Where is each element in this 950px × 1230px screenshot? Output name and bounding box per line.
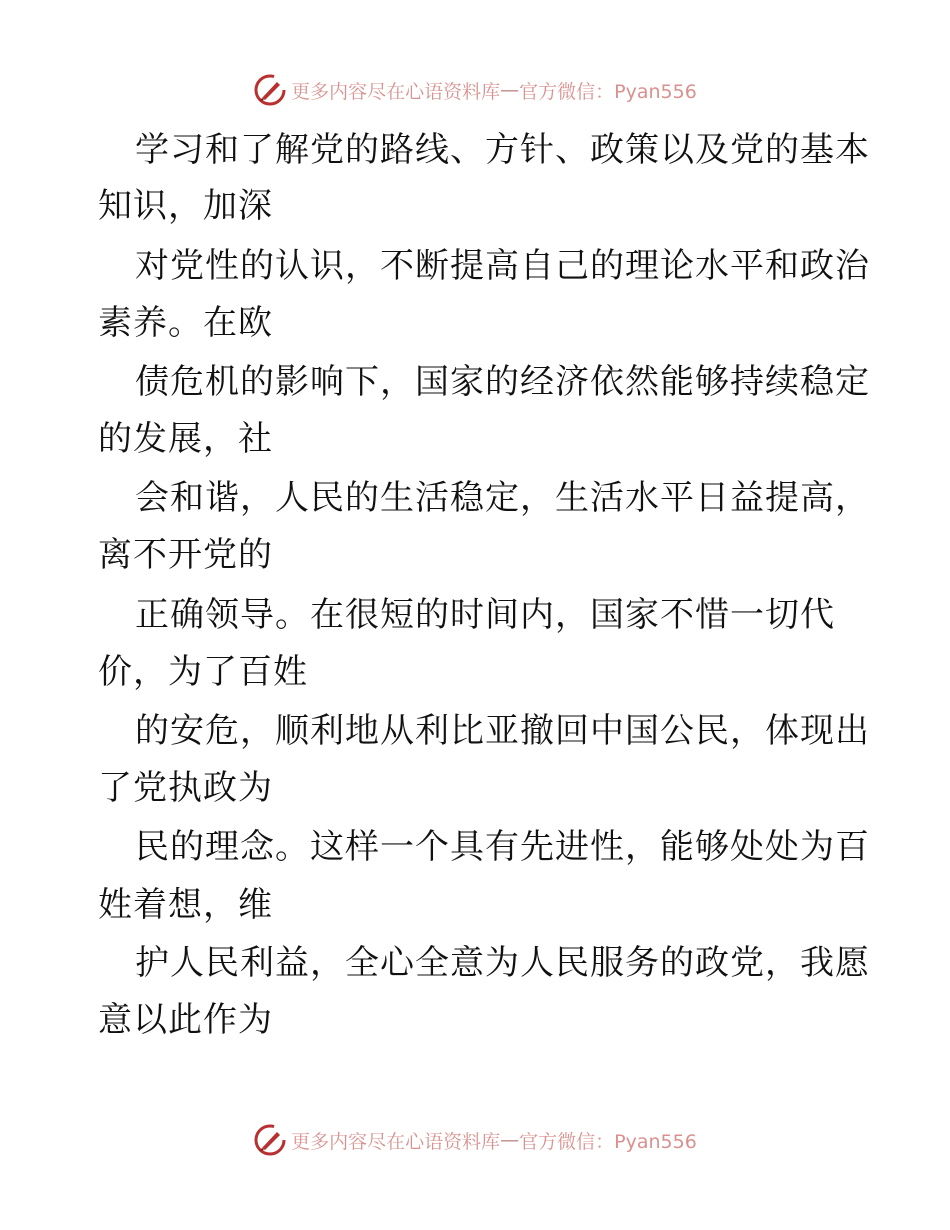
text-line: 债危机的影响下，国家的经济依然能够持续稳定 (135, 362, 870, 402)
header-watermark (0, 70, 950, 110)
text-line: 离不开党的 (98, 535, 273, 575)
text-line: 姓着想，维 (98, 885, 273, 925)
text-line: 价，为了百姓 (98, 652, 308, 692)
text-line: 会和谐，人民的生活稳定，生活水平日益提高， (135, 478, 870, 518)
text-line: 学习和了解党的路线、方针、政策以及党的基本 (135, 130, 870, 170)
text-line: 的安危，顺利地从利比亚撤回中国公民，体现出 (135, 711, 870, 751)
watermark-main-text: 更多内容尽在心语资料库 (291, 1130, 501, 1153)
text-line: 护人民利益，全心全意为人民服务的政党，我愿 (135, 943, 870, 983)
text-line: 正确领导。在很短的时间内，国家不惜一切代 (135, 595, 835, 635)
watermark-separator: — (500, 1129, 520, 1151)
text-line: 素养。在欧 (98, 303, 273, 343)
watermark-sub-text: 官方微信：Pyan556 (519, 80, 697, 103)
watermark-separator: — (500, 79, 520, 101)
text-line: 民的理念。这样一个具有先进性，能够处处为百 (135, 827, 870, 867)
quill-logo-icon (253, 73, 287, 107)
text-line: 知识，加深 (98, 186, 273, 226)
footer-watermark (0, 1120, 950, 1160)
watermark-sub-text: 官方微信：Pyan556 (519, 1130, 697, 1153)
text-line: 的发展，社 (98, 419, 273, 459)
text-line: 意以此作为 (98, 1000, 273, 1040)
quill-logo-icon (253, 1123, 287, 1157)
text-line: 对党性的认识，不断提高自己的理论水平和政治 (135, 246, 870, 286)
text-line: 了党执政为 (98, 768, 273, 808)
watermark-main-text: 更多内容尽在心语资料库 (291, 80, 501, 103)
